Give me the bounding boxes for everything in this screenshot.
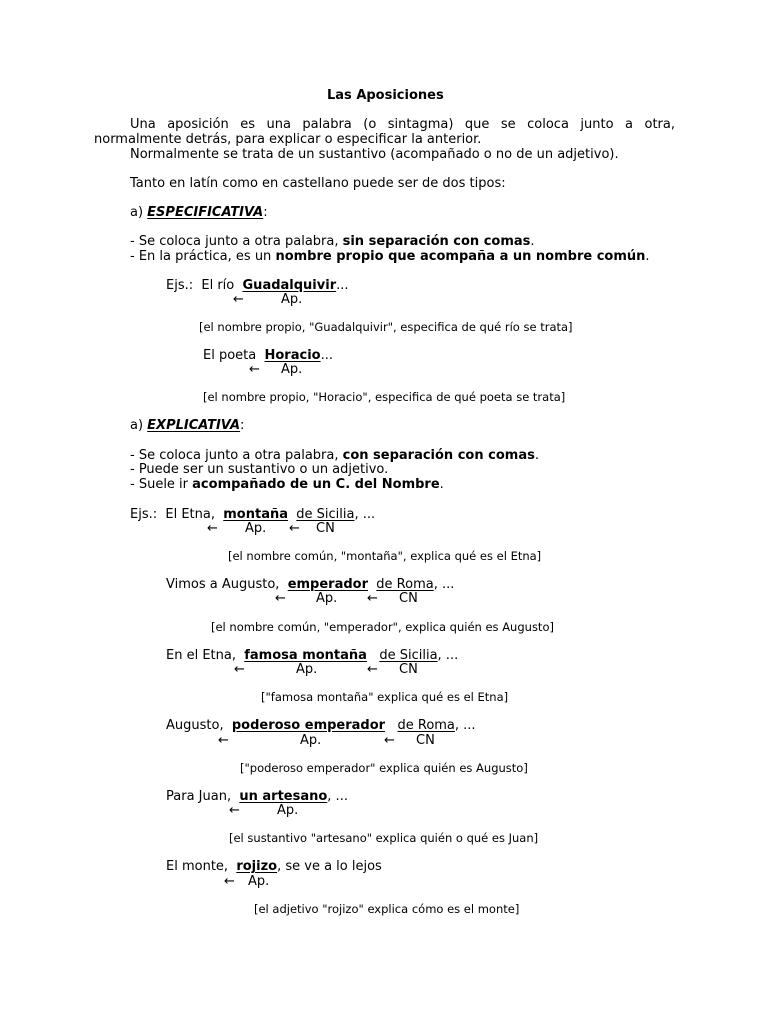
expl-example-2: Vimos a Augusto, emperador de Roma, ... (166, 577, 455, 592)
ap-label: Ap. (248, 874, 270, 889)
cn-label: CN (399, 591, 418, 606)
spec-bullet-1: - Se coloca junto a otra palabra, sin separación con comas. (130, 234, 535, 249)
intro-line-4: Tanto en latín como en castellano puede ser de dos tipos: (130, 176, 506, 191)
spec-example-1: Ejs.: El río Guadalquivir... (166, 278, 349, 293)
intro-line-2: normalmente detrás, para explicar o especificar la anterior. (94, 132, 482, 147)
arrow-icon: ← (224, 874, 235, 889)
section-heading-especificativa: a) ESPECIFICATIVA: (130, 205, 268, 220)
page-title: Las Aposiciones (327, 88, 444, 103)
expl-example-1: Ejs.: El Etna, montaña de Sicilia, ... (130, 507, 376, 522)
intro-line-3: Normalmente se trata de un sustantivo (acompañado o no de un adjetivo). (130, 147, 619, 162)
cn-label: CN (416, 733, 435, 748)
arrow-icon: ← (234, 662, 245, 677)
ap-label: Ap. (245, 521, 267, 536)
arrow-icon: ← (275, 591, 286, 606)
ap-label: Ap. (316, 591, 338, 606)
ap-label: Ap. (277, 803, 299, 818)
arrow-icon: ← (249, 362, 260, 377)
arrow-icon: ← (289, 521, 300, 536)
expl-example-5: Para Juan, un artesano, ... (166, 789, 348, 804)
expl-bullet-2: - Puede ser un sustantivo o un adjetivo. (130, 462, 389, 477)
spec-example-2: El poeta Horacio... (203, 348, 333, 363)
cn-label: CN (399, 662, 418, 677)
expl-example-6: El monte, rojizo, se ve a lo lejos (166, 859, 382, 874)
arrow-icon: ← (384, 733, 395, 748)
spec-bullet-2: - En la práctica, es un nombre propio que acompaña a un nombre común. (130, 249, 650, 264)
expl-bullet-3: - Suele ir acompañado de un C. del Nombre. (130, 477, 444, 492)
spec-note-2: [el nombre propio, "Horacio", especifica de qué poeta se trata] (203, 390, 566, 404)
expl-note-1: [el nombre común, "montaña", explica qué es el Etna] (228, 549, 542, 563)
expl-example-3: En el Etna, famosa montaña de Sicilia, ... (166, 648, 459, 663)
section-heading-explicativa: a) EXPLICATIVA: (130, 418, 245, 433)
expl-note-2: [el nombre común, "emperador", explica quién es Augusto] (211, 620, 554, 634)
arrow-icon: ← (207, 521, 218, 536)
arrow-icon: ← (233, 292, 244, 307)
ap-label: Ap. (296, 662, 318, 677)
arrow-icon: ← (218, 733, 229, 748)
ap-label: Ap. (300, 733, 322, 748)
ap-label: Ap. (281, 362, 303, 377)
arrow-icon: ← (367, 662, 378, 677)
cn-label: CN (316, 521, 335, 536)
expl-note-4: ["poderoso emperador" explica quién es Augusto] (240, 761, 528, 775)
arrow-icon: ← (367, 591, 378, 606)
intro-line-1: Una aposición es una palabra (o sintagma) que se coloca junto a otra, (130, 117, 675, 132)
ap-label: Ap. (281, 292, 303, 307)
spec-note-1: [el nombre propio, "Guadalquivir", especifica de qué río se trata] (199, 320, 573, 334)
expl-example-4: Augusto, poderoso emperador de Roma, ... (166, 718, 476, 733)
expl-note-5: [el sustantivo "artesano" explica quién o qué es Juan] (229, 831, 539, 845)
expl-note-6: [el adjetivo "rojizo" explica cómo es el monte] (254, 902, 520, 916)
expl-bullet-1: - Se coloca junto a otra palabra, con separación con comas. (130, 448, 539, 463)
arrow-icon: ← (229, 803, 240, 818)
expl-note-3: ["famosa montaña" explica qué es el Etna] (261, 690, 509, 704)
